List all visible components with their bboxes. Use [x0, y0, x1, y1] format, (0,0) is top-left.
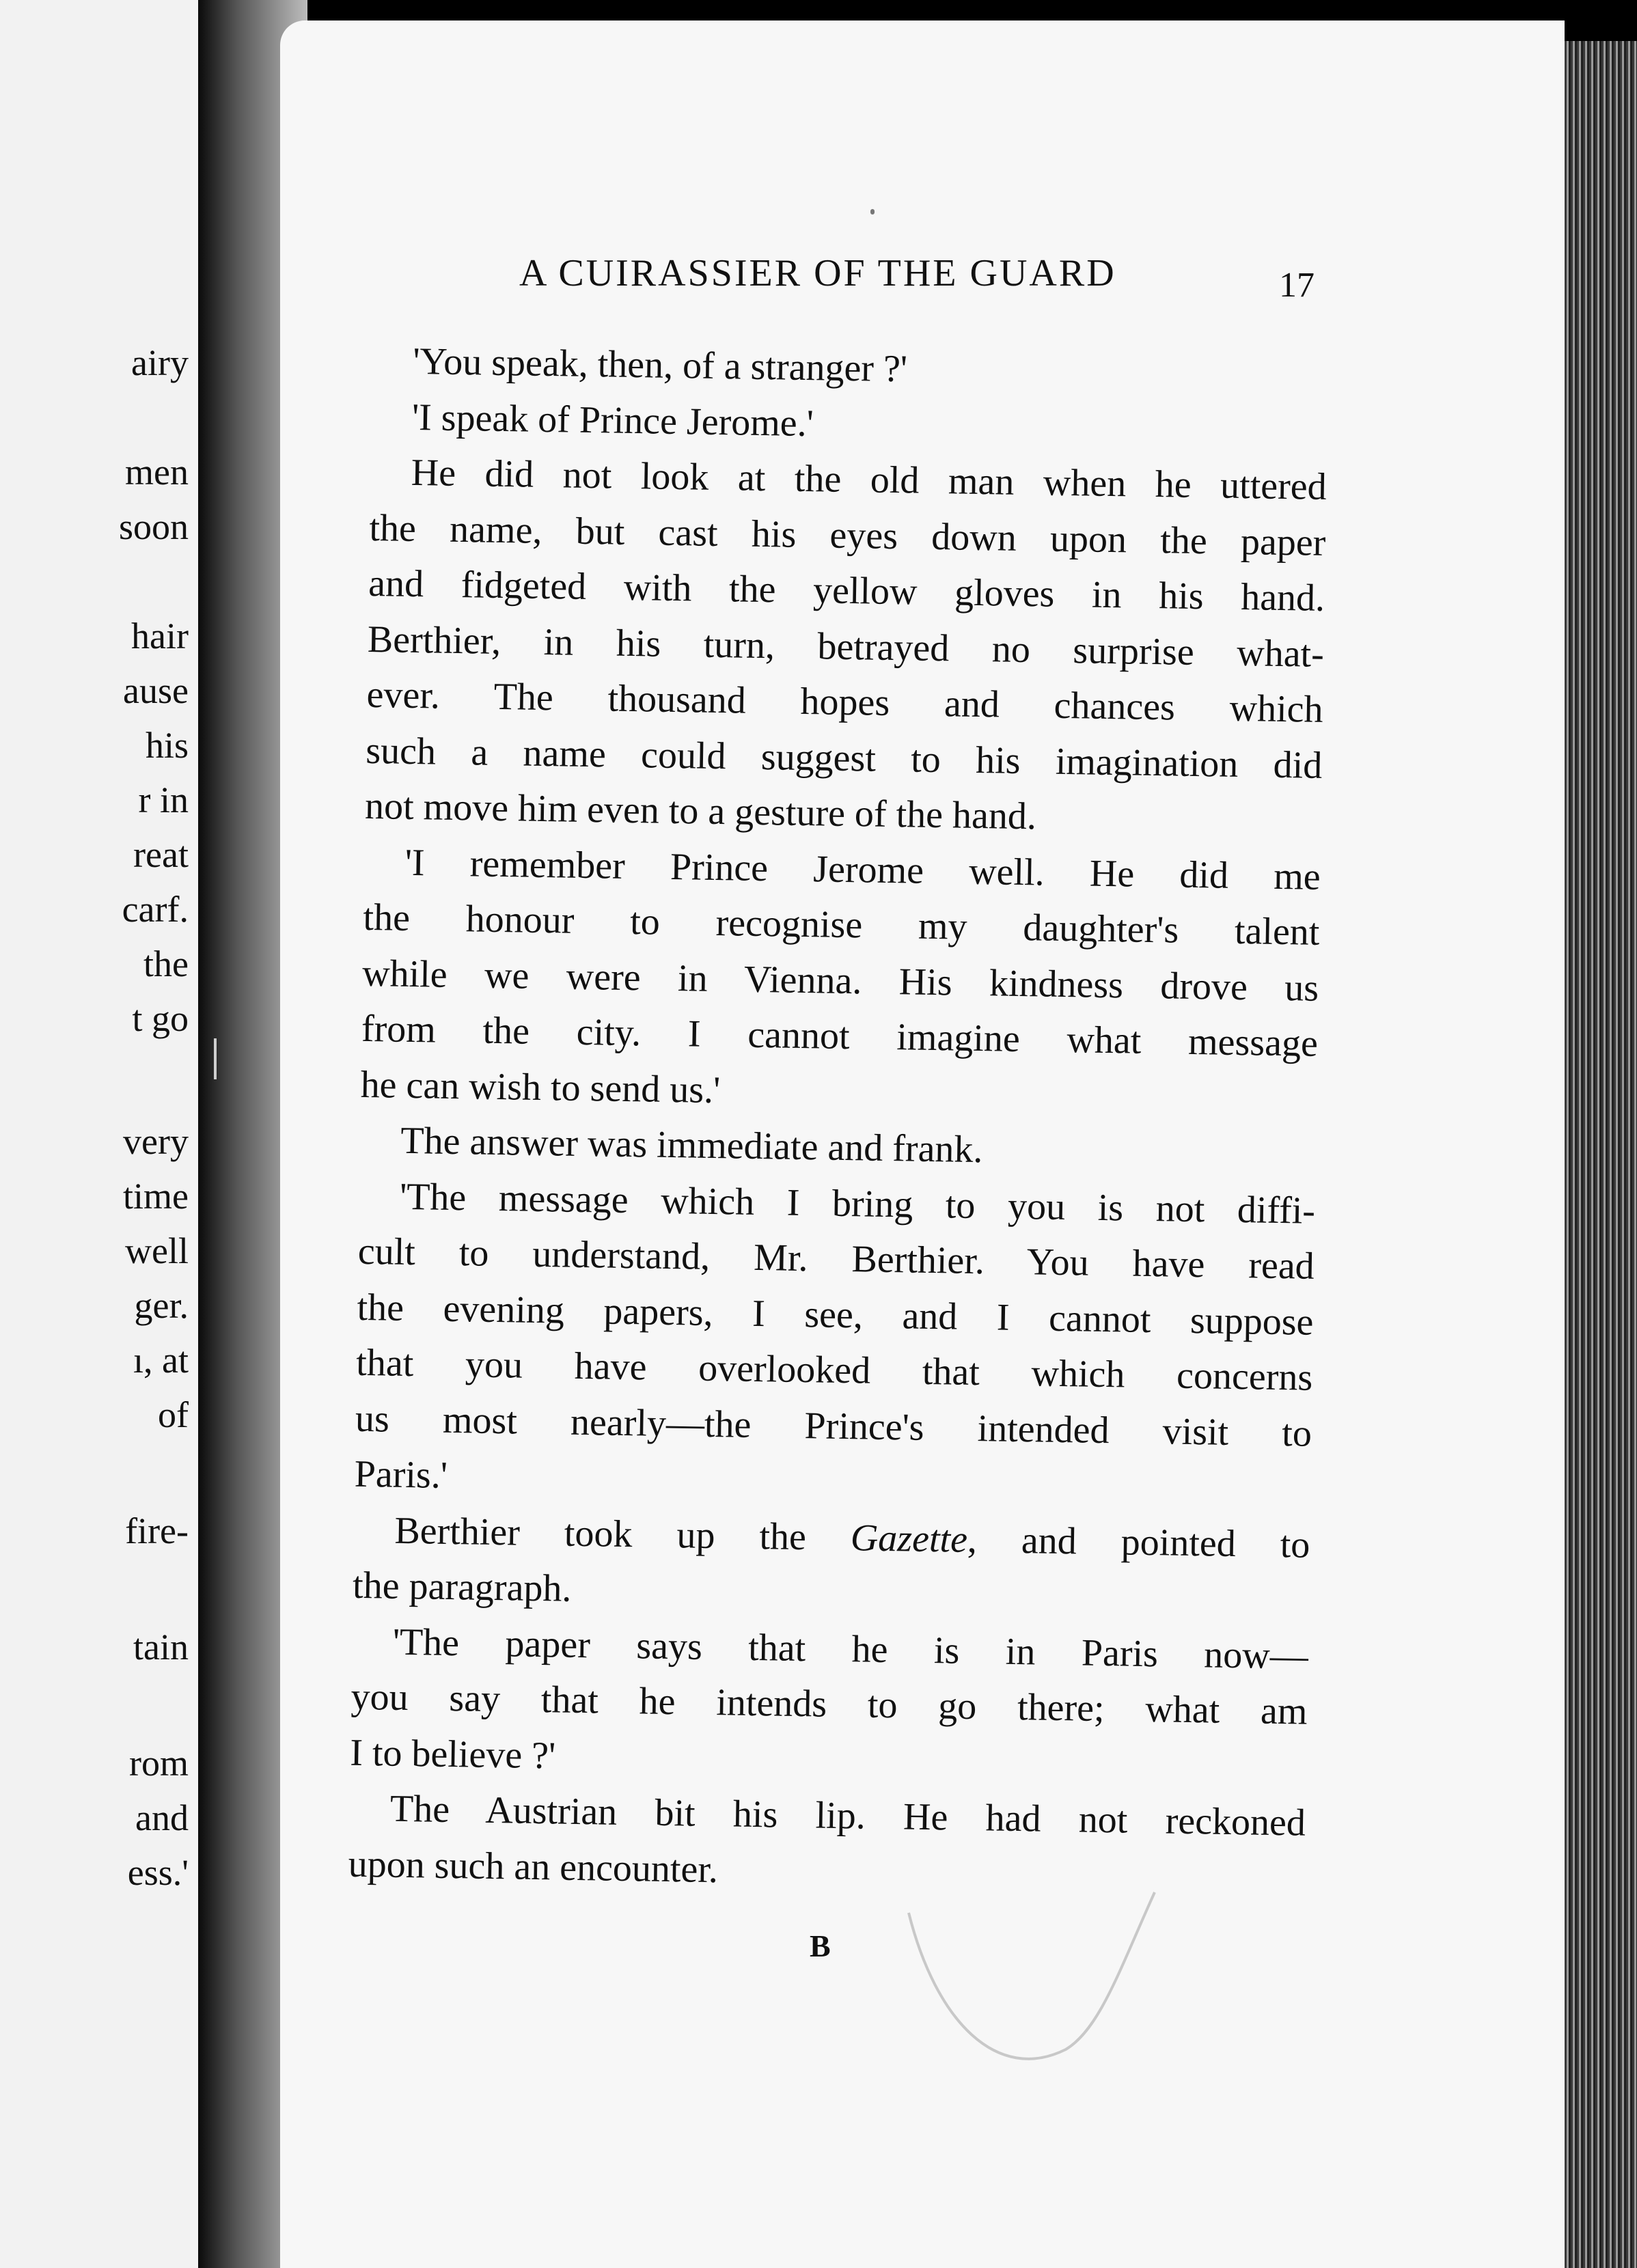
- page-number: 17: [1279, 266, 1315, 305]
- text-line: the honour to recognise my daughter's talent: [363, 896, 1320, 954]
- text-line: the name, but cast his eyes down upon the paper: [369, 506, 1326, 564]
- left-page-fragment: and: [135, 1797, 189, 1838]
- paragraph: [364, 445, 1327, 849]
- text-line: the paragraph.: [352, 1564, 572, 1610]
- text-line: from the city. I cannot imagine what message: [361, 1007, 1319, 1065]
- text-line: Paris.': [354, 1452, 448, 1497]
- text-line: 'The paper says that he is in Paris now—: [392, 1620, 1309, 1678]
- text-line: 'The message which I bring to you is not diffi-: [399, 1175, 1316, 1232]
- text-line: Berthier took up the Gazette, and pointed to: [394, 1509, 1310, 1566]
- text-line: 'I speak of Prince Jerome.': [411, 396, 814, 445]
- text-line: The answer was immediate and frank.: [400, 1119, 983, 1172]
- text-line: cult to understand, Mr. Berthier. You have read: [357, 1230, 1315, 1288]
- body-text: [348, 333, 1329, 1907]
- left-page-fragment: ess.': [127, 1852, 189, 1893]
- left-page-fragment: ı, at: [133, 1340, 189, 1381]
- left-page-fragment: r in: [138, 779, 189, 820]
- left-page-fragment: airy: [131, 342, 189, 383]
- text-line: Berthier, in his turn, betrayed no surprise what-: [367, 618, 1325, 676]
- text-line: not move him even to a gesture of the hand.: [364, 784, 1037, 838]
- text-line: He did not look at the old man when he uttered: [411, 451, 1328, 508]
- text-line: such a name could suggest to his imagination did: [365, 729, 1323, 787]
- left-page-fragment: of: [158, 1394, 189, 1435]
- left-page-fragment: carf.: [122, 889, 189, 930]
- text-line: and fidgeted with the yellow gloves in his hand.: [368, 562, 1325, 620]
- text-line: while we were in Vienna. His kindness drove us: [361, 952, 1319, 1010]
- text-line: 'You speak, then, of a stranger ?': [412, 340, 908, 391]
- text-line: the evening papers, I see, and I cannot suppose: [357, 1286, 1314, 1344]
- pencil-mark: [895, 1885, 1182, 2090]
- left-page-fragment: rom: [129, 1743, 189, 1784]
- paragraph: [360, 834, 1321, 1127]
- left-page-fragment: his: [145, 725, 189, 766]
- left-page-fragment: ger.: [134, 1285, 189, 1326]
- left-page-fragment: tain: [133, 1627, 189, 1668]
- text-line: I to believe ?': [349, 1731, 556, 1777]
- margin-mark: [214, 1038, 217, 1079]
- left-facing-page: [0, 0, 198, 2268]
- text-line: us most nearly—the Prince's intended visit to: [355, 1397, 1312, 1455]
- running-head: A CUIRASSIER OF THE GUARD: [519, 252, 1116, 294]
- left-page-fragment: reat: [133, 834, 189, 875]
- left-page-fragment: men: [125, 452, 189, 493]
- left-page-fragment: fire-: [125, 1510, 189, 1551]
- left-page-fragment: t go: [132, 998, 189, 1039]
- paragraph: [353, 1502, 1310, 1629]
- left-page-fragment: soon: [118, 506, 189, 547]
- left-page-fragment: very: [123, 1121, 189, 1162]
- paragraph: [354, 1168, 1316, 1517]
- left-page-fragment: well: [125, 1230, 189, 1271]
- text-line: ever. The thousand hopes and chances which: [366, 673, 1324, 731]
- left-page-fragment: hair: [131, 616, 189, 656]
- left-page-fragment: time: [123, 1176, 189, 1217]
- ink-speck: [870, 209, 875, 215]
- left-page-fragment: ause: [123, 670, 189, 711]
- text-line: he can wish to send us.': [360, 1063, 721, 1111]
- text-line: you say that he intends to go there; what am: [350, 1675, 1308, 1733]
- text-line: upon such an encounter.: [348, 1842, 719, 1891]
- text-line: The Austrian bit his lip. He had not reckoned: [389, 1787, 1306, 1844]
- page-edges: [1565, 41, 1637, 2268]
- text-line: 'I remember Prince Jerome well. He did me: [404, 841, 1321, 898]
- left-page-fragment: the: [143, 943, 189, 984]
- text-line: that you have overlooked that which concerns: [355, 1341, 1313, 1399]
- paragraph: [350, 1614, 1309, 1795]
- signature-mark: B: [810, 1928, 831, 1963]
